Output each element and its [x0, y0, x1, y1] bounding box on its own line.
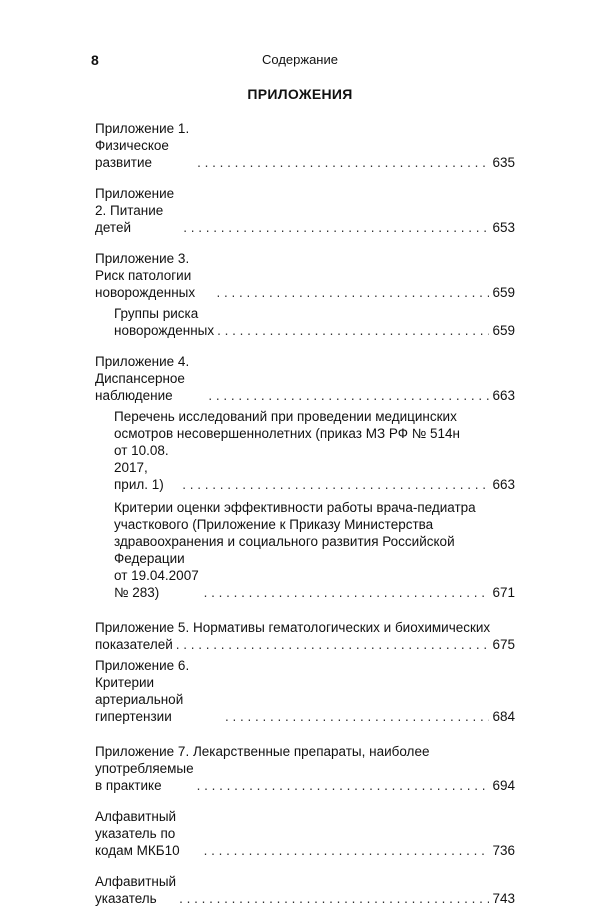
toc-page-number: 694	[492, 778, 515, 793]
toc-subentry-efficiency-criteria[interactable]	[114, 499, 515, 601]
leader-dots	[182, 476, 489, 493]
leader-dots	[197, 777, 490, 794]
toc-entry-alphabetical-index[interactable]	[95, 873, 515, 907]
toc-entry-text-line: Критерии оценки эффективности работы врача-педиатра	[114, 500, 476, 515]
toc-subentry-risk-groups[interactable]	[114, 305, 515, 339]
toc-entry-text: Приложение 1. Физическое развитие	[95, 121, 190, 170]
toc-entry-appendix-6[interactable]	[95, 657, 515, 725]
toc-entry-text-line: Перечень исследований при проведении медицинских	[114, 409, 457, 424]
toc-entry-appendix-5[interactable]	[95, 619, 515, 653]
toc-entry-appendix-4[interactable]	[95, 353, 515, 404]
toc-entry-text-line: осмотров несовершеннолетних (приказ МЗ РФ № 514н	[114, 426, 460, 441]
toc-entry-appendix-2[interactable]	[95, 185, 515, 236]
toc-subentry-examinations-list[interactable]	[114, 408, 515, 493]
toc-page-number: 684	[492, 709, 515, 724]
running-title: Содержание	[262, 52, 338, 67]
leader-dots	[183, 219, 489, 236]
toc-page-number: 659	[492, 285, 515, 300]
leader-dots	[179, 890, 489, 907]
toc-entry-appendix-1[interactable]	[95, 120, 515, 171]
toc-entry-text-line: участкового (Приложение к Приказу Министерства	[114, 517, 434, 532]
leader-dots	[197, 154, 489, 171]
toc-entry-text-line: здравоохранения и социального развития Российской	[114, 534, 455, 549]
toc-entry-text: Приложение 6. Критерии артериальной гипертензии	[95, 658, 190, 724]
toc-entry-text-line: Федерации от 19.04.2007 № 283)	[114, 551, 199, 600]
toc-entry-text-line: Приложение 5. Нормативы гематологических и биохимических	[95, 620, 491, 635]
table-of-contents	[95, 120, 515, 907]
toc-page-number: 663	[492, 477, 515, 492]
toc-entry-icd10-index[interactable]	[95, 808, 515, 859]
toc-page-number: 635	[492, 155, 515, 170]
toc-page-number: 743	[492, 891, 515, 906]
toc-entry-text: Приложение 2. Питание детей	[95, 186, 175, 235]
toc-entry-text-line: употребляемые в практике	[95, 761, 194, 793]
toc-page-number: 663	[492, 388, 515, 403]
toc-page-number: 653	[492, 220, 515, 235]
toc-entry-text: Алфавитный указатель по кодам МКБ10	[95, 809, 180, 858]
toc-entry-appendix-7[interactable]	[95, 743, 515, 794]
toc-entry-text: Приложение 3. Риск патологии новорожденных	[95, 251, 196, 300]
toc-entry-appendix-3[interactable]	[95, 250, 515, 301]
leader-dots	[208, 387, 489, 404]
toc-entry-text: Приложение 4. Диспансерное наблюдение	[95, 354, 190, 403]
page-number: 8	[91, 52, 99, 68]
toc-page-number: 659	[492, 323, 515, 338]
leader-dots	[225, 708, 490, 725]
leader-dots	[217, 284, 490, 301]
leader-dots	[217, 322, 489, 339]
toc-entry-text-line: показателей	[95, 637, 173, 652]
toc-page-number: 675	[492, 637, 515, 652]
toc-entry-text: Группы риска новорожденных	[114, 306, 215, 338]
toc-entry-text: Алфавитный указатель	[95, 874, 177, 906]
leader-dots	[176, 636, 490, 653]
section-title: ПРИЛОЖЕНИЯ	[247, 86, 353, 102]
toc-entry-text-line: Приложение 7. Лекарственные препараты, наиболее	[95, 744, 430, 759]
toc-entry-text-line: от 10.08. 2017, прил. 1)	[114, 443, 169, 492]
leader-dots	[204, 842, 490, 859]
leader-dots	[204, 584, 490, 601]
toc-page-number: 736	[492, 843, 515, 858]
toc-page-number: 671	[492, 585, 515, 600]
